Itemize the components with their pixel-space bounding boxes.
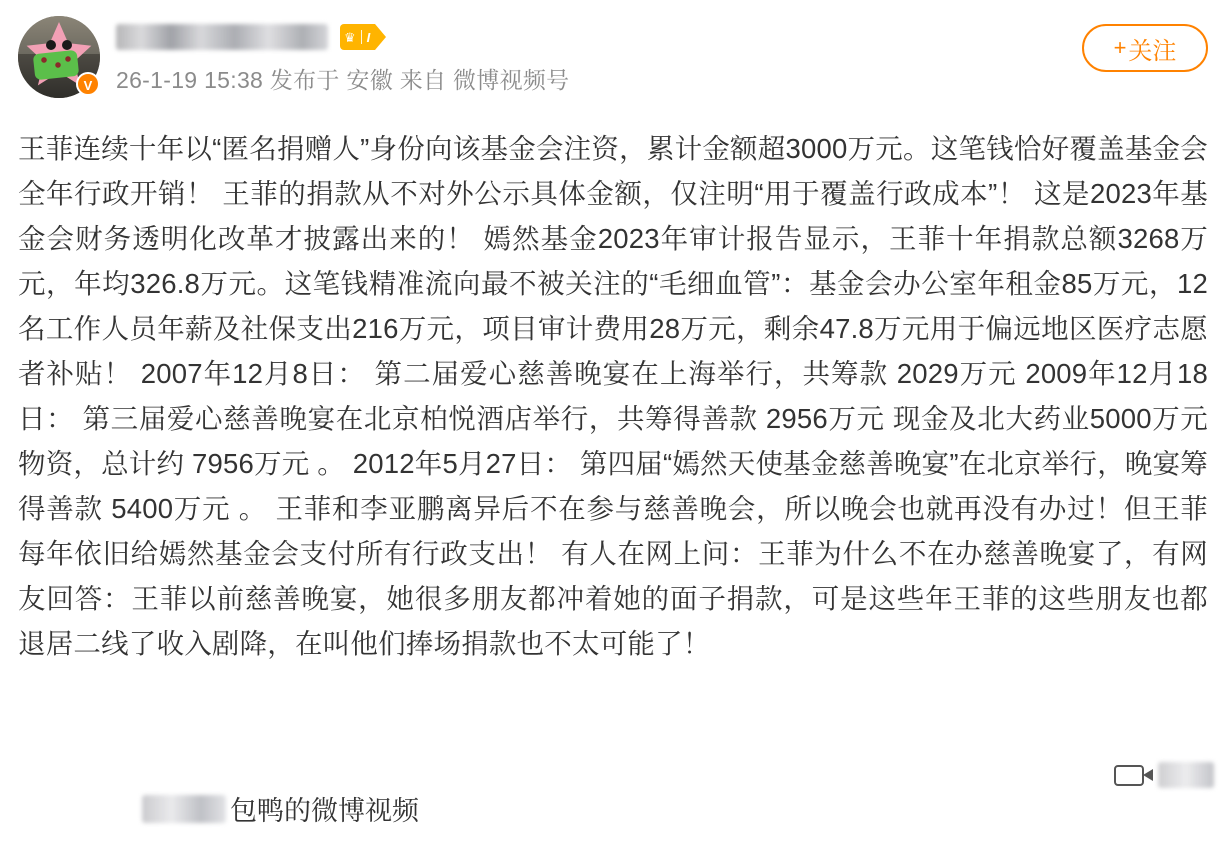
post-header <box>18 14 1208 110</box>
video-camera-icon <box>1114 765 1144 786</box>
avatar[interactable] <box>18 16 100 98</box>
post-body <box>18 126 1208 666</box>
starfish-shorts-dots-icon <box>40 56 72 72</box>
crown-icon: ♛ <box>344 29 356 45</box>
video-indicator <box>1114 762 1214 788</box>
video-link[interactable] <box>142 789 419 828</box>
video-link-label: 包鸭的微博视频 <box>230 796 419 826</box>
badge-divider <box>361 30 362 44</box>
vip-level-badge[interactable] <box>340 24 375 50</box>
author-name-row <box>116 20 1208 54</box>
verified-badge-icon: V <box>76 72 100 96</box>
vip-level-label: I <box>366 29 371 45</box>
post-meta: 26-1-19 15:38 发布于 安徽 来自 微博视频号 <box>116 67 570 93</box>
video-link-prefix-masked <box>142 795 226 823</box>
video-label-masked <box>1158 762 1214 788</box>
follow-button[interactable] <box>1082 24 1208 72</box>
starfish-eye-left-icon <box>46 40 56 50</box>
follow-button-label: 关注 <box>1128 37 1177 65</box>
starfish-eye-right-icon <box>62 40 72 50</box>
plus-icon: + <box>1113 35 1127 60</box>
post-body-text: 王菲连续十年以“匿名捐赠人”身份向该基金会注资，累计金额超3000万元。这笔钱恰好覆盖基金会全年行政开销！ 王菲的捐款从不对外公示具体金额，仅注明“用于覆盖行政成本”！ 这是2023年基金会财务透明化改革才披露出来的！ 嫣然基金2023年审计报告显示，王菲十年捐款总额3268万元，年均326.8万元。这笔钱精准流向最不被关注的“毛细血管”：基金会办公室年租金85万元，12名工作人员年薪及社保支出216万元，项目审计费用28万元，剩余47.8万元用于偏远地区医疗志愿者补贴！ 2007年12月8日： 第二届爱心慈善晚宴在上海举行，共筹款 2029万元 2009年12月18日： 第三届爱心慈善晚宴在北京柏悦酒店举行，共筹得善款 2956万元 现金及北大药业5000万元物资，总计约 7956万元 。 2012年5月27日： 第四届“嫣然天使基金慈善晚宴”在北京举行，晚宴筹得善款 5400万元 。 王菲和李亚鹏离异后不在参与慈善晚会，所以晚会也就再没有办过！但王菲每年依旧给嫣然基金会支付所有行政支出！ 有人在网上问：王菲为什么不在办慈善晚宴了，有网友回答：王菲以前慈善晚宴，她很多朋友都冲着她的面子捐款，可是这些年王菲的这些朋友也都退居二线了收入剧降，在叫他们捧场捐款也不太可能了！ <box>18 133 1209 659</box>
author-name-masked[interactable] <box>116 24 328 50</box>
author-info <box>116 14 1208 95</box>
